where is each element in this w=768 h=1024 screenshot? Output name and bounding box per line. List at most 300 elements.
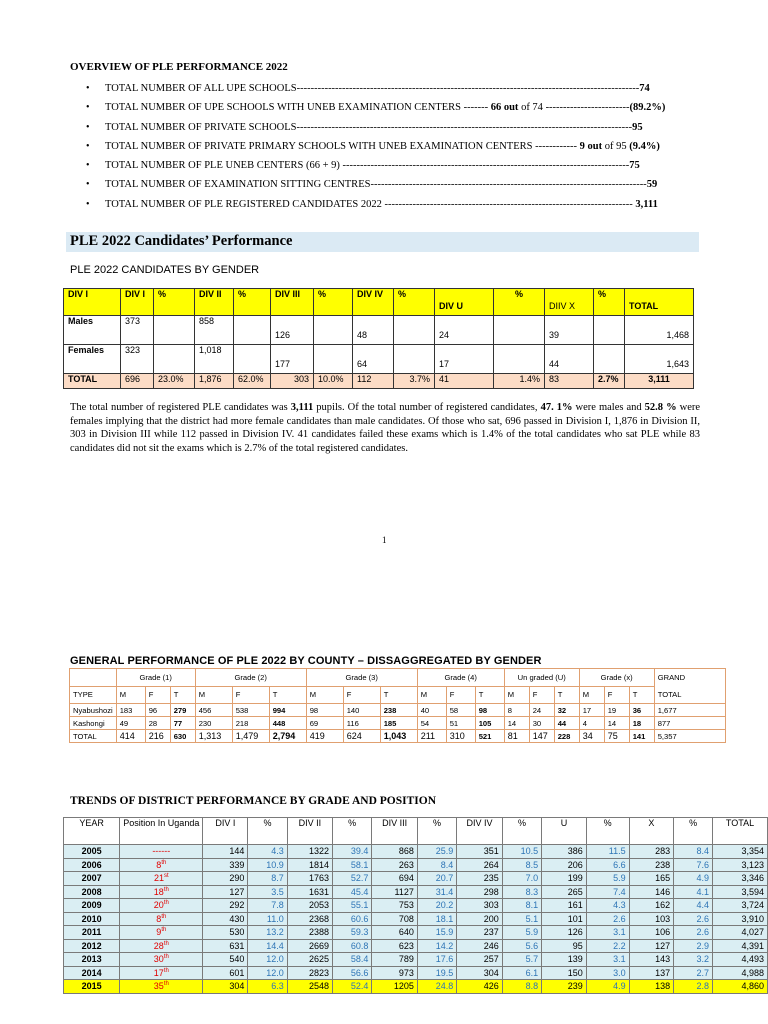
cell: 10.9 (248, 858, 287, 872)
summary-paragraph (70, 401, 700, 455)
cell: 1,043 (380, 730, 417, 743)
cell: 323 (121, 345, 154, 374)
cell: 14.2 (417, 939, 456, 953)
position-suffix: th (163, 954, 169, 961)
cell: 20.2 (417, 899, 456, 913)
year-cell: 2005 (64, 845, 120, 859)
cell (545, 316, 594, 345)
gender-table-header (64, 289, 694, 316)
mft-header: F (232, 686, 269, 704)
grand-total-cell: 877 (654, 717, 725, 730)
cell: 1814 (287, 858, 332, 872)
cell (154, 345, 195, 374)
header-cell (625, 289, 694, 316)
position-cell (120, 939, 203, 953)
cell (314, 345, 353, 374)
cell: 290 (203, 872, 248, 886)
cell: 41 (435, 374, 494, 389)
cell (494, 316, 545, 345)
position-cell (120, 953, 203, 967)
cell: 3,111 (625, 374, 694, 389)
cell: 239 (542, 980, 587, 994)
overview-bullet-item (86, 199, 686, 218)
cell: 95 (542, 939, 587, 953)
cell: 2.6 (674, 912, 713, 926)
cell: 4.9 (674, 872, 713, 886)
cell: 1205 (372, 980, 418, 994)
cell: 868 (372, 845, 418, 859)
cell (353, 345, 394, 374)
total-cell: 3,594 (713, 885, 768, 899)
table-row (64, 345, 694, 374)
cell: 144 (203, 845, 248, 859)
total-cell: 4,988 (713, 966, 768, 980)
cell: 3.1 (586, 926, 629, 940)
cell-value: 39 (549, 330, 560, 340)
grand-total-cell: 5,357 (654, 730, 725, 743)
cell: 630 (170, 730, 195, 743)
bullet-value: (89.2%) (629, 102, 666, 114)
cell: 3.7% (394, 374, 435, 389)
position-value: 18 (153, 886, 164, 897)
cell (394, 345, 435, 374)
header-cell: DIV III (271, 289, 314, 316)
cell: 146 (629, 885, 674, 899)
year-cell: 2011 (64, 926, 120, 940)
cell (625, 316, 694, 345)
cell: 6.6 (586, 858, 629, 872)
cell: 339 (203, 858, 248, 872)
cell: 2053 (287, 899, 332, 913)
cell: 39.4 (332, 845, 371, 859)
page-number: 1 (382, 535, 387, 545)
bullet-dashes: ----------------------------------------------------------------------- (381, 198, 636, 210)
cell: 36 (629, 704, 654, 717)
header-cell: X (629, 818, 674, 845)
cell: 414 (116, 730, 145, 743)
cell: 52.7 (332, 872, 371, 886)
cell (435, 316, 494, 345)
header-cell: % (234, 289, 271, 316)
cell: 18.1 (417, 912, 456, 926)
cell: 257 (457, 953, 503, 967)
cell: 30 (529, 717, 554, 730)
cell: 17 (579, 704, 604, 717)
cell: 126 (542, 926, 587, 940)
cell-value: 177 (275, 359, 291, 369)
cell: 237 (457, 926, 503, 940)
cell: 2388 (287, 926, 332, 940)
cell: 265 (542, 885, 587, 899)
mft-header: M (417, 686, 446, 704)
header-cell: DIV I (203, 818, 248, 845)
position-suffix: th (163, 940, 169, 947)
cell: 8.1 (502, 899, 541, 913)
county-grade-header (70, 669, 726, 687)
trends-table-title: TRENDS OF DISTRICT PERFORMANCE BY GRADE AND POSITION (70, 795, 437, 807)
cell: 116 (343, 717, 380, 730)
year-cell: 2007 (64, 872, 120, 886)
bullet-icon: • (86, 102, 90, 114)
cell: 2.2 (586, 939, 629, 953)
cell: 138 (629, 980, 674, 994)
position-cell (120, 926, 203, 940)
header-cell: DIV I (121, 289, 154, 316)
cell: 696 (121, 374, 154, 389)
cell: 2,794 (269, 730, 306, 743)
header-cell: DIV III (372, 818, 418, 845)
cell: 75 (604, 730, 629, 743)
paragraph-bold: 47. 1% (540, 402, 573, 413)
cell: 3.0 (586, 966, 629, 980)
cell-value: 44 (549, 359, 560, 369)
cell: 8.7 (248, 872, 287, 886)
cell: 127 (203, 885, 248, 899)
header-cell: U (542, 818, 587, 845)
bullet-value: 95 (632, 121, 643, 133)
bullet-mid: of 95 (602, 140, 630, 152)
cell: 238 (380, 704, 417, 717)
grade-header: Un graded (U) (504, 669, 579, 687)
cell: 206 (542, 858, 587, 872)
cell (353, 316, 394, 345)
cell: 106 (629, 926, 674, 940)
row-label: Females (64, 345, 121, 374)
cell: 165 (629, 872, 674, 886)
bullet-icon: • (86, 198, 90, 210)
cell: 303 (457, 899, 503, 913)
cell: 351 (457, 845, 503, 859)
cell: 34 (579, 730, 604, 743)
cell: 12.0 (248, 953, 287, 967)
position-cell (120, 980, 203, 994)
overview-bullet-item (86, 160, 686, 179)
overview-bullet-item (86, 141, 686, 160)
cell: 1763 (287, 872, 332, 886)
cell: 199 (542, 872, 587, 886)
cell: 55.1 (332, 899, 371, 913)
bullet-dashes: ------------------------------------------------------------------------------- (370, 179, 647, 191)
cell: 8.8 (502, 980, 541, 994)
cell: 60.8 (332, 939, 371, 953)
cell: 8 (504, 704, 529, 717)
cell: 98 (475, 704, 504, 717)
mft-header: F (446, 686, 475, 704)
cell: 137 (629, 966, 674, 980)
bullet-label: TOTAL NUMBER OF PRIVATE SCHOOLS (105, 121, 297, 133)
cell: 2625 (287, 953, 332, 967)
bullet-label: TOTAL NUMBER OF PLE UNEB CENTERS (66 + 9) (105, 160, 340, 172)
paragraph-text: pupils. Of the total number of registered candidates, (313, 402, 541, 413)
overview-bullet-item (86, 122, 686, 141)
cell: 15.9 (417, 926, 456, 940)
cell (394, 316, 435, 345)
position-cell (120, 899, 203, 913)
position-suffix: th (161, 927, 167, 934)
cell: 12.0 (248, 966, 287, 980)
position-suffix: th (161, 859, 167, 866)
cell: 140 (343, 704, 380, 717)
cell (625, 345, 694, 374)
cell: 304 (457, 966, 503, 980)
mft-header: T (170, 686, 195, 704)
county-table-title: GENERAL PERFORMANCE OF PLE 2022 BY COUNTY – DISSAGGREGATED BY GENDER (70, 655, 542, 667)
cell: 4.3 (248, 845, 287, 859)
row-label: TOTAL (64, 374, 121, 389)
header-cell: % (314, 289, 353, 316)
cell: 708 (372, 912, 418, 926)
cell: 28 (145, 717, 170, 730)
table-row (64, 872, 768, 886)
bullet-label: TOTAL NUMBER OF ALL UPE SCHOOLS (105, 83, 297, 94)
paragraph-bold: 52.8 % (644, 402, 677, 413)
cell: 162 (629, 899, 674, 913)
header-cell (353, 289, 394, 316)
position-value: 8 (156, 913, 162, 924)
cell: 858 (195, 316, 234, 345)
cell: 17.6 (417, 953, 456, 967)
cell: 3.5 (248, 885, 287, 899)
paragraph-text: The total number of registered PLE candidates was (70, 402, 291, 413)
cell: 1322 (287, 845, 332, 859)
cell: 386 (542, 845, 587, 859)
year-cell: 2015 (64, 980, 120, 994)
bullet-dashes: ------- (460, 102, 491, 114)
cell: 1,876 (195, 374, 234, 389)
position-value: 8 (156, 859, 162, 870)
cell: 530 (203, 926, 248, 940)
position-value: 30 (153, 954, 164, 965)
cell: 5.6 (502, 939, 541, 953)
table-row (64, 953, 768, 967)
bullet-icon: • (86, 140, 90, 152)
cell: 24.8 (417, 980, 456, 994)
header-cell (545, 289, 594, 316)
cell: 2548 (287, 980, 332, 994)
cell-value: 48 (357, 330, 368, 340)
cell: 4.3 (586, 899, 629, 913)
cell: 4.9 (586, 980, 629, 994)
cell: 44 (554, 717, 579, 730)
header-cell: Position In Uganda (120, 818, 203, 845)
cell: 7.4 (586, 885, 629, 899)
bullet-dashes: -------------------------------------------------------------------------------------------------- (296, 83, 640, 94)
bullet-value: 9 out (579, 140, 603, 152)
bullet-label: TOTAL NUMBER OF EXAMINATION SITTING CENTRES (105, 179, 371, 191)
cell: 426 (457, 980, 503, 994)
cell: 789 (372, 953, 418, 967)
cell: 7.8 (248, 899, 287, 913)
bullet-dashes: ---------------------------------------------------------------------------------- (339, 160, 630, 172)
cell-value: 1,643 (666, 359, 689, 369)
bullet-label: TOTAL NUMBER OF PRIVATE PRIMARY SCHOOLS WITH UNEB EXAMINATION CENTERS (105, 140, 533, 152)
cell: 5.1 (502, 912, 541, 926)
cell: 218 (232, 717, 269, 730)
cell: 19 (604, 704, 629, 717)
cell: 753 (372, 899, 418, 913)
cell: 2.6 (674, 926, 713, 940)
position-cell (120, 912, 203, 926)
cell: 298 (457, 885, 503, 899)
cell: 60.6 (332, 912, 371, 926)
bullet-value: 59 (646, 179, 658, 191)
cell: 292 (203, 899, 248, 913)
cell: 161 (542, 899, 587, 913)
type-header: TYPE (70, 686, 117, 704)
cell: 2.6 (586, 912, 629, 926)
position-suffix: th (163, 967, 169, 974)
cell: 2.9 (674, 939, 713, 953)
mft-header: T (475, 686, 504, 704)
cell: 101 (542, 912, 587, 926)
header-text: DIV U (439, 301, 464, 311)
cell (234, 345, 271, 374)
cell: 6.1 (502, 966, 541, 980)
cell: 230 (195, 717, 232, 730)
cell: 23.0% (154, 374, 195, 389)
cell: 1,479 (232, 730, 269, 743)
cell: 540 (203, 953, 248, 967)
cell: 5.9 (502, 926, 541, 940)
total-cell: 3,123 (713, 858, 768, 872)
bullet-icon: • (86, 179, 90, 191)
mft-header: T (554, 686, 579, 704)
cell: 185 (380, 717, 417, 730)
cell: 2368 (287, 912, 332, 926)
total-cell: 3,354 (713, 845, 768, 859)
cell: 279 (170, 704, 195, 717)
mft-header: M (306, 686, 343, 704)
overview-bullet-item (86, 179, 686, 198)
row-label: Nyabushozi (70, 704, 117, 717)
paragraph-text: were males and (572, 402, 645, 413)
bullet-mid: of 74 (518, 102, 546, 114)
total-cell: 3,346 (713, 872, 768, 886)
cell (154, 316, 195, 345)
header-text: TOTAL (657, 690, 682, 699)
header-cell: % (586, 818, 629, 845)
cell (435, 345, 494, 374)
cell: 456 (195, 704, 232, 717)
cell: 45.4 (332, 885, 371, 899)
cell: 14 (604, 717, 629, 730)
cell: 973 (372, 966, 418, 980)
position-suffix: st (163, 873, 169, 880)
cell: 2.7% (594, 374, 625, 389)
county-mft-header (70, 686, 726, 704)
overview-bullet-item (86, 102, 686, 121)
position-cell (120, 845, 203, 859)
cell: 83 (545, 374, 594, 389)
cell: 20.7 (417, 872, 456, 886)
cell: 303 (271, 374, 314, 389)
cell: 1631 (287, 885, 332, 899)
header-cell: TOTAL (713, 818, 768, 845)
cell: 49 (116, 717, 145, 730)
trends-table (63, 817, 768, 994)
header-cell: % (594, 289, 625, 316)
row-label: Kashongi (70, 717, 117, 730)
cell (271, 345, 314, 374)
cell: 2.8 (674, 980, 713, 994)
cell (494, 345, 545, 374)
cell: 200 (457, 912, 503, 926)
table-row (64, 980, 768, 994)
row-label: TOTAL (70, 730, 117, 743)
cell: 640 (372, 926, 418, 940)
cell: 31.4 (417, 885, 456, 899)
cell: 69 (306, 717, 343, 730)
cell (545, 345, 594, 374)
row-label: Males (64, 316, 121, 345)
table-row (64, 885, 768, 899)
cell: 235 (457, 872, 503, 886)
cell: 624 (343, 730, 380, 743)
bullet-icon: • (86, 83, 90, 94)
table-row (64, 845, 768, 859)
cell: 183 (116, 704, 145, 717)
cell: 304 (203, 980, 248, 994)
bullet-value: 74 (639, 83, 650, 94)
cell: 150 (542, 966, 587, 980)
cell: 373 (121, 316, 154, 345)
cell: 81 (504, 730, 529, 743)
cell: 10.0% (314, 374, 353, 389)
header-cell: % (248, 818, 287, 845)
cell: 3.1 (586, 953, 629, 967)
bullet-dashes: ------------------------------------------------------------------------------------------------ (296, 121, 633, 133)
cell: 310 (446, 730, 475, 743)
cell: 14.4 (248, 939, 287, 953)
cell: 2823 (287, 966, 332, 980)
table-row (70, 730, 726, 743)
cell-value: 17 (439, 359, 450, 369)
cell: 238 (629, 858, 674, 872)
table-row (70, 717, 726, 730)
mft-header: F (529, 686, 554, 704)
header-cell: % (417, 818, 456, 845)
cell (594, 345, 625, 374)
cell: 54 (417, 717, 446, 730)
header-text: DIIV X (549, 301, 576, 311)
position-cell (120, 966, 203, 980)
cell: 8.4 (674, 845, 713, 859)
total-cell: 3,724 (713, 899, 768, 913)
cell: 96 (145, 704, 170, 717)
cell: 419 (306, 730, 343, 743)
position-suffix: th (161, 913, 167, 920)
cell: 11.0 (248, 912, 287, 926)
mft-header: F (343, 686, 380, 704)
county-table (69, 668, 726, 743)
cell: 8.4 (417, 858, 456, 872)
mft-header: M (504, 686, 529, 704)
cell: 32 (554, 704, 579, 717)
overview-title: OVERVIEW OF PLE PERFORMANCE 2022 (70, 61, 288, 73)
cell: 430 (203, 912, 248, 926)
cell: 59.3 (332, 926, 371, 940)
cell: 694 (372, 872, 418, 886)
overview-bullet-list (86, 83, 686, 218)
cell: 623 (372, 939, 418, 953)
cell: 263 (372, 858, 418, 872)
header-cell: DIV II (195, 289, 234, 316)
header-cell: DIV IV (457, 818, 503, 845)
section-title: PLE 2022 Candidates’ Performance (70, 233, 293, 249)
position-suffix: th (163, 900, 169, 907)
mft-header: F (145, 686, 170, 704)
cell: 4.4 (674, 899, 713, 913)
